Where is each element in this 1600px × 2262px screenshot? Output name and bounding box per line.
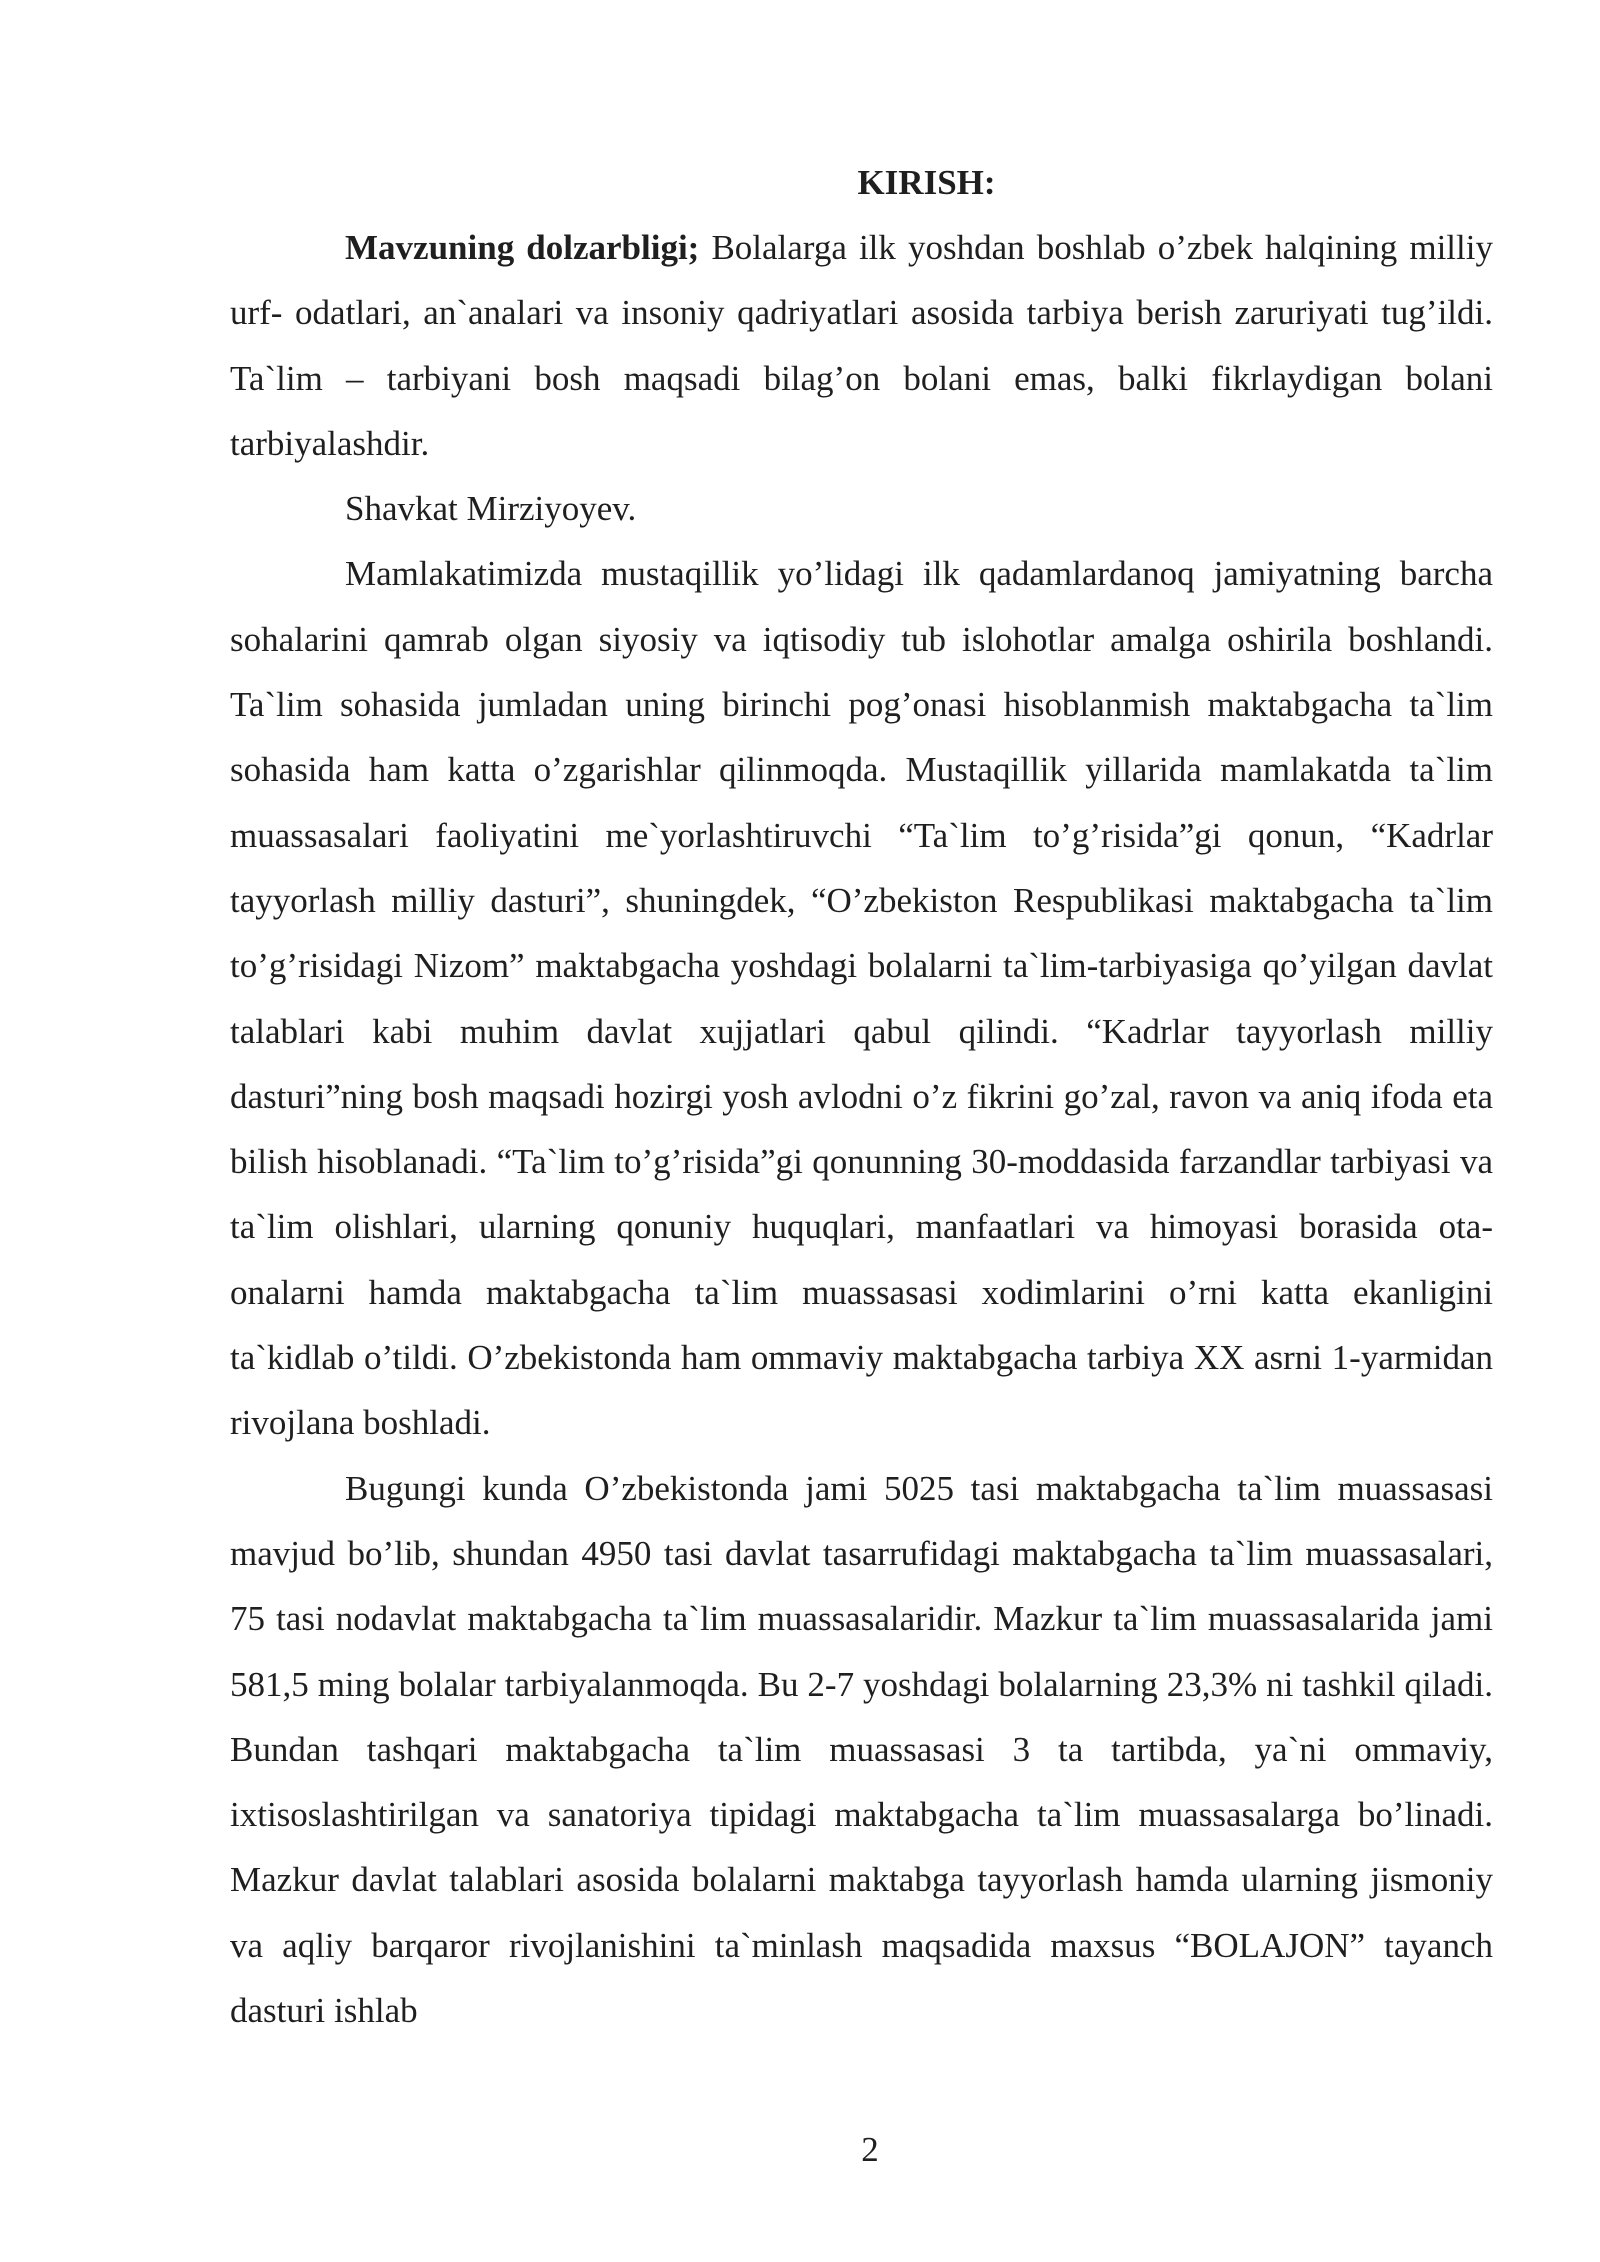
section-heading: KIRISH: <box>857 163 996 202</box>
body-paragraph-2: Bugungi kunda O’zbekistonda jami 5025 tasi maktabgacha ta`lim muassasasi mavjud bo’lib, shundan 4950 tasi davlat tasarrufidagi maktabgacha ta`lim muassasalari, 75 tasi nodavlat maktabgacha ta`lim muassasalaridir. Mazkur ta`lim muassasalarida jami 581,5 ming bolalar tarbiyalanmoqda. Bu 2-7 yoshdagi bolalarning 23,3% ni tashkil qiladi. Bundan tashqari maktabgacha ta`lim muassasasi 3 ta tartibda, ya`ni ommaviy, ixtisoslashtirilgan va sanatoriya tipidagi maktabgacha ta`lim muassasalarga bo’linadi. Mazkur davlat talablari asosida bolalarni maktabga tayyorlash hamda ularning jismoniy va aqliy barqaror rivojlanishini ta`minlash maqsadida maxsus “BOLAJON” tayanch dasturi ishlab <box>230 1468 1493 2031</box>
attribution: Shavkat Mirziyoyev. <box>345 489 637 529</box>
document-page <box>230 150 1493 2043</box>
topic-relevance-label: Mavzuning dolzarbligi; <box>345 228 700 267</box>
body-paragraph-1: Mamlakatimizda mustaqillik yo’lidagi ilk qadamlardanoq jamiyatning barcha sohalarini qamrab olgan siyosiy va iqtisodiy tub islohotlar amalga oshirila boshlandi. Ta`lim sohasida jumladan uning birinchi pog’onasi hisoblanmish maktabgacha ta`lim sohasida ham katta o’zgarishlar qilinmoqda. Mustaqillik yillarida mamlakatda ta`lim muassasalari faoliyatini me`yorlashtiruvchi “Ta`lim to’g’risida”gi qonun, “Kadrlar tayyorlash milliy dasturi”, shuningdek, “O’zbekiston Respublikasi maktabgacha ta`lim to’g’risidagi Nizom” maktabgacha yoshdagi bolalarni ta`lim-tarbiyasiga qo’yilgan davlat talablari kabi muhim davlat xujjatlari qabul qilindi. “Kadrlar tayyorlash milliy dasturi”ning bosh maqsadi hozirgi yosh avlodni o’z fikrini go’zal, ravon va aniq ifoda eta bilish hisoblanadi. “Ta`lim to’g’risida”gi qonunning 30-moddasida farzandlar tarbiyasi va ta`lim olishlari, ularning qonuniy huquqlari, manfaatlari va himoyasi borasida ota-onalarni hamda maktabgacha ta`lim muassasasi xodimlarini o’rni katta ekanligini ta`kidlab o’tildi. O’zbekistonda ham ommaviy maktabgacha tarbiya XX asrni 1-yarmidan rivojlana boshladi. <box>230 554 1493 1443</box>
intro-text: Bolalarga ilk yoshdan boshlab o’zbek halqining milliy urf- odatlari, an`analari va insoniy qadriyatlari asosida tarbiya berish zaruriyati tug’ildi. Ta`lim – tarbiyani bosh maqsadi bilag’on bolani emas, balki fikrlaydigan bolani tarbiyalashdir. <box>230 228 1493 463</box>
intro-paragraph <box>230 215 1493 476</box>
page-number: 2 <box>861 2130 879 2169</box>
